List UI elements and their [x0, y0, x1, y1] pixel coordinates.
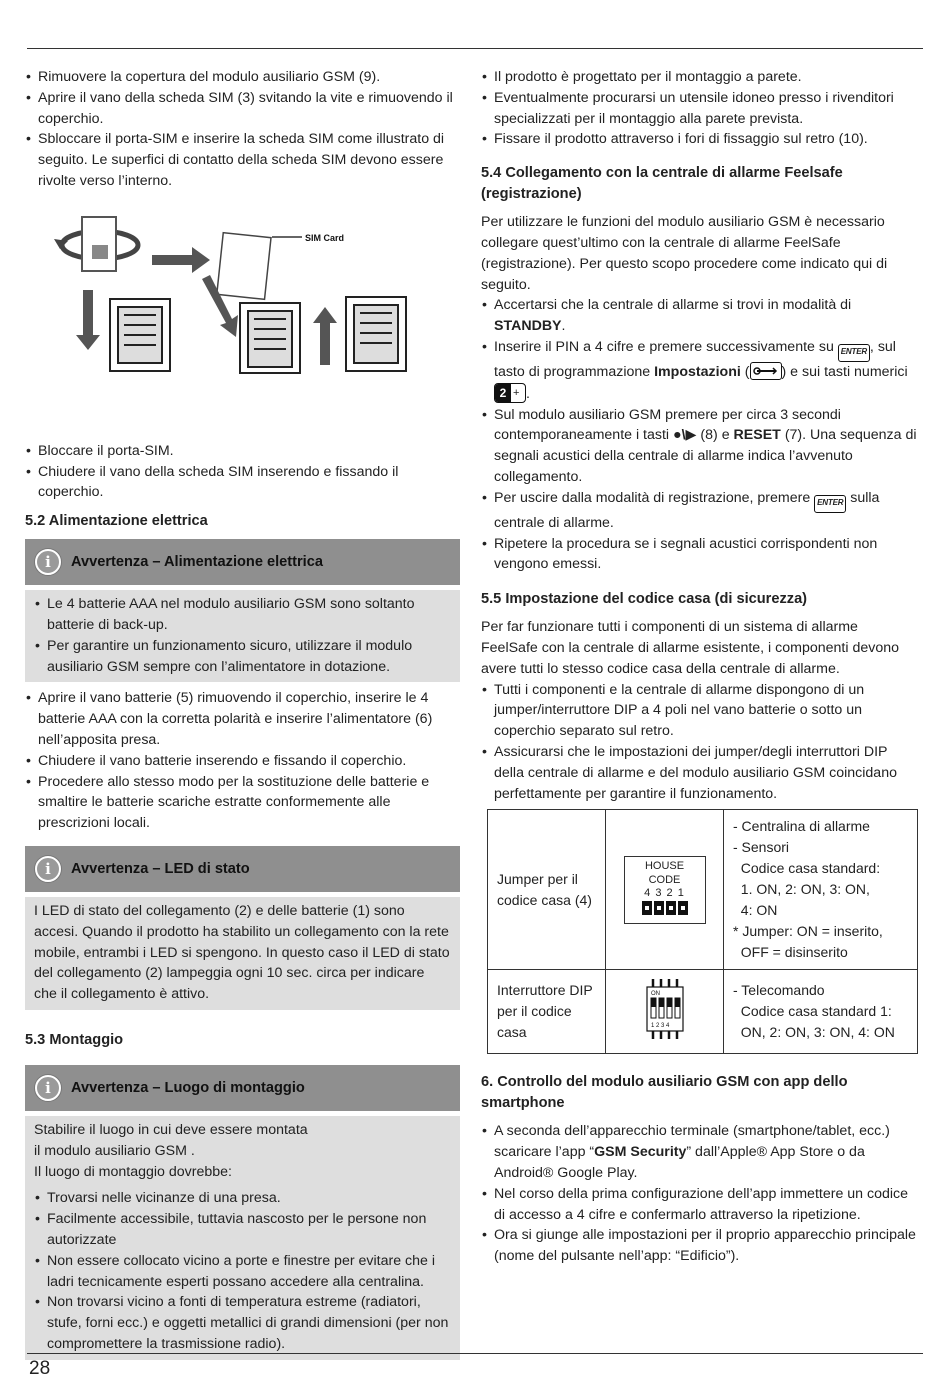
settings-text: Impostazioni: [654, 363, 741, 380]
warning-text: I LED di stato del collegamento (2) e delle batterie (1) sono accesi. Quando il prodotto ha stabilito un collegamento con la rete mobile, entrambi i LED si spengono. In questo caso il LED di stato del collegamento (2) lampeggia ogni 10 sec. circa per indicare che il collegamento è attivo.: [34, 902, 450, 1003]
warning-body: [25, 590, 460, 682]
list-item: • Trovarsi nelle vicinanze di una presa.: [34, 1188, 450, 1209]
warning-title: Avvertenza – Luogo di montaggio: [71, 1079, 305, 1096]
sim-holder-3: [346, 297, 406, 371]
mounting-list: [481, 67, 918, 150]
app-name: GSM Security: [594, 1144, 687, 1161]
right-column: [481, 67, 918, 1267]
table-cell: Jumper per il codice casa (4): [488, 810, 606, 970]
list-item: • Ripetere la procedura se i segnali acustici corrispondenti non vengono emessi.: [481, 534, 918, 576]
arrow-down-icon: [76, 290, 100, 350]
list-item: • Procedere allo stesso modo per la sostituzione delle batterie e smaltire le batterie scariche estratte conformemente alle prescrizioni locali.: [25, 772, 460, 834]
list-item: • Aprire il vano batterie (5) rimuovendo il coperchio, inserire le 4 batterie AAA con la corretta polarità e inserire l’alimentatore (6) nell’apposita presa.: [25, 688, 460, 750]
sim-card-shape: [217, 232, 271, 299]
arrow-up-icon: [313, 307, 337, 365]
dip-numbers: 1 2 3 4: [650, 1022, 669, 1029]
table-cell: [724, 810, 918, 970]
cell-line: - Telecomando: [733, 982, 825, 999]
sim-insertion-figure: [25, 215, 460, 441]
dip-on-label: ON: [650, 990, 660, 997]
warning-line: Il luogo di montaggio dovrebbe:: [34, 1163, 232, 1180]
sim-card-label: SIM Card: [305, 232, 345, 243]
top-rule: [27, 48, 923, 49]
house-code-jumper-icon: [624, 856, 706, 924]
text: ,: [869, 338, 874, 355]
app-steps-list: [481, 1121, 918, 1267]
sim-diagram: [52, 215, 432, 385]
reset-text: RESET: [733, 427, 781, 444]
text: ) e sui tasti numerici: [781, 363, 908, 380]
list-item: • Chiudere il vano della scheda SIM inserendo e fissando il coperchio.: [25, 462, 460, 504]
list-item: • Sbloccare il porta-SIM e inserire la scheda SIM come illustrato di seguito. Le superfici di contatto della scheda SIM devono essere rivolte verso l’interno.: [25, 129, 460, 191]
sim-close-list: [25, 441, 460, 503]
list-item: [481, 1121, 918, 1183]
text: sul tasto di programmazione: [494, 338, 896, 380]
cell-line: 1. ON, 2: ON, 3: ON,: [733, 881, 870, 898]
list-item: • Facilmente accessibile, tuttavia nascosto per le persone non autorizzate: [34, 1209, 450, 1251]
table-row: [488, 810, 918, 970]
enter-key-icon: ENTER: [814, 495, 846, 513]
sim-holder-2: [240, 303, 300, 373]
section-5-5-intro: Per far funzionare tutti i componenti di un sistema di allarme FeelSafe con la centrale di allarme esistente, i componenti devono avere tutti lo stesso codice casa della centrale di allarme.: [481, 619, 899, 677]
cell-line: OFF = disinserito: [733, 944, 848, 961]
warning-title: Avvertenza – Alimentazione elettrica: [71, 553, 323, 570]
power-steps-list: [25, 688, 460, 834]
section-5-4-intro: Per utilizzare le funzioni del modulo ausiliario GSM è necessario collegare quest’ultimo con la centrale di allarme FeelSafe (registrazione). Per questo scopo procedere come indicato qui di seguito.: [481, 214, 888, 293]
warning-body: [25, 897, 460, 1010]
table-cell: [606, 810, 724, 970]
section-6-heading: 6. Controllo del modulo ausiliario GSM con app dello smartphone: [481, 1074, 848, 1112]
cell-line: Codice casa standard:: [733, 860, 881, 877]
list-item: [481, 488, 918, 534]
table-cell: [606, 970, 724, 1054]
cell-line: 4: ON: [733, 902, 778, 919]
house-code-title: HOUSE CODE: [644, 859, 685, 886]
registration-steps-list: [481, 295, 918, 575]
list-item: • Aprire il vano della scheda SIM (3) svitando la vite e rimuovendo il coperchio.: [25, 88, 460, 130]
cell-line: ON, 2: ON, 3: ON, 4: ON: [733, 1024, 895, 1041]
text: ” dall’Apple® App Store o da Android® Google Play.: [494, 1144, 865, 1181]
list-item: • Fissare il prodotto attraverso i fori di fissaggio sul retro (10).: [481, 129, 918, 150]
cell-line: Codice casa standard 1:: [733, 1003, 892, 1020]
list-item: [481, 295, 918, 337]
list-item: • Eventualmente procurarsi un utensile idoneo presso i rivenditori specializzati per il montaggio alla parete prevista.: [481, 88, 918, 130]
table-row: [488, 970, 918, 1054]
text: .: [561, 318, 566, 335]
list-item: • Chiudere il vano batterie inserendo e fissando il coperchio.: [25, 751, 460, 772]
text: .: [526, 385, 530, 402]
house-code-table: [487, 809, 918, 1054]
section-5-3-heading: 5.3 Montaggio: [25, 1031, 124, 1048]
key-number: 2: [495, 384, 511, 402]
warning-header: [25, 846, 460, 892]
text: Accertarsi che la centrale di allarme si trovi in modalità di: [494, 297, 852, 314]
table-cell: Interruttore DIP per il codice casa: [488, 970, 606, 1054]
arrow-right-icon: [152, 247, 210, 273]
sim-holder-1: [110, 299, 170, 371]
info-icon: i: [35, 856, 61, 882]
list-item: • Non essere collocato vicino a porte e finestre per evitare che i ladri tecnicamente esperti possano accedere alla centralina.: [34, 1251, 450, 1293]
section-5-4-heading: 5.4 Collegamento con la centrale di allarme Feelsafe (registrazione): [481, 165, 843, 203]
list-item: [481, 337, 918, 405]
text: sulla centrale di allarme.: [494, 489, 880, 531]
list-item: • Assicurarsi che le impostazioni dei jumper/degli interruttori DIP della centrale di allarme e del modulo ausiliario GSM coincidano perfettamente per garantire il funzionamento.: [481, 742, 918, 804]
left-column: [25, 67, 460, 1360]
standby-text: STANDBY: [494, 318, 562, 335]
list-item: • Nel corso della prima configurazione dell’app immettere un codice di accesso a 4 cifre e confermarlo attraverso la ripetizione.: [481, 1184, 918, 1226]
table-cell: [724, 970, 918, 1054]
number-key-icon: [494, 383, 526, 403]
text: Sul modulo ausiliario GSM premere per circa 3 secondi contemporaneamente i tasti: [494, 406, 841, 444]
wrench-key-icon: [750, 362, 782, 380]
section-5-5-heading: 5.5 Impostazione del codice casa (di sicurezza): [481, 591, 808, 608]
key-plus: +: [513, 386, 520, 399]
warning-header: [25, 1065, 460, 1111]
text: (7). Una sequenza di segnali acustici della centrale di allarme indica l’avvenuto collegamento.: [494, 427, 917, 485]
text: Per uscire dalla modalità di registrazione, premere: [494, 489, 811, 506]
warning-title: Avvertenza – LED di stato: [71, 860, 250, 877]
jumper-blocks: [642, 901, 688, 915]
warning-line: il modulo ausiliario GSM .: [34, 1142, 195, 1159]
info-icon: i: [35, 549, 61, 575]
warning-line: Stabilire il luogo in cui deve essere montata: [34, 1121, 308, 1138]
sim-rotate-icon: [54, 217, 138, 271]
sim-steps-list: [25, 67, 460, 192]
list-item: • Ora si giunge alle impostazioni per il proprio apparecchio principale (nome del pulsante nell’app: “Edificio”).: [481, 1225, 918, 1267]
cell-line: - Centralina di allarme: [733, 818, 870, 835]
list-item: • Tutti i componenti e la centrale di allarme dispongono di un jumper/interruttore DIP a 4 poli nel vano batterie o sotto un coperchio separato sul retro.: [481, 680, 918, 742]
list-item: • Non trovarsi vicino a fonti di temperatura estreme (radiatori, stufe, forni ecc.) e oggetti metallici di grandi dimensioni (per non compromettere la trasmissione radio).: [34, 1292, 450, 1354]
page-number: 28: [29, 1358, 51, 1379]
text: A seconda dell’apparecchio terminale (smartphone/tablet, ecc.) scaricare l’app “: [494, 1123, 890, 1161]
text: (: [744, 363, 750, 380]
dip-switch-icon: [645, 979, 685, 1039]
text: Inserire il PIN a 4 cifre e premere successivamente su: [494, 338, 834, 355]
cell-line: * Jumper: ON = inserito,: [733, 923, 883, 940]
list-item: • Il prodotto è progettato per il montaggio a parete.: [481, 67, 918, 88]
warning-location: [25, 1065, 460, 1360]
warning-led: [25, 846, 460, 1010]
house-code-list: [481, 680, 918, 805]
cell-line: - Sensori: [733, 839, 790, 856]
list-item: • Rimuovere la copertura del modulo ausiliario GSM (9).: [25, 67, 460, 88]
bottom-rule: [27, 1353, 923, 1354]
warning-header: [25, 539, 460, 585]
text: (8) e: [700, 427, 730, 444]
warning-power: [25, 539, 460, 682]
list-item: [481, 405, 918, 488]
list-item: • Le 4 batterie AAA nel modulo ausiliario GSM sono soltanto batterie di back-up.: [34, 594, 450, 636]
info-icon: i: [35, 1075, 61, 1101]
section-5-2-heading: 5.2 Alimentazione elettrica: [25, 513, 208, 530]
list-item: • Bloccare il porta-SIM.: [25, 441, 460, 462]
warning-body: [25, 1116, 460, 1360]
house-code-digits: 4 3 2 1: [644, 886, 685, 899]
enter-key-icon: ENTER: [838, 344, 870, 362]
list-item: • Per garantire un funzionamento sicuro, utilizzare il modulo ausiliario GSM sempre con l’alimentatore in dotazione.: [34, 636, 450, 678]
record-play-icon: ●\▶: [673, 427, 697, 444]
